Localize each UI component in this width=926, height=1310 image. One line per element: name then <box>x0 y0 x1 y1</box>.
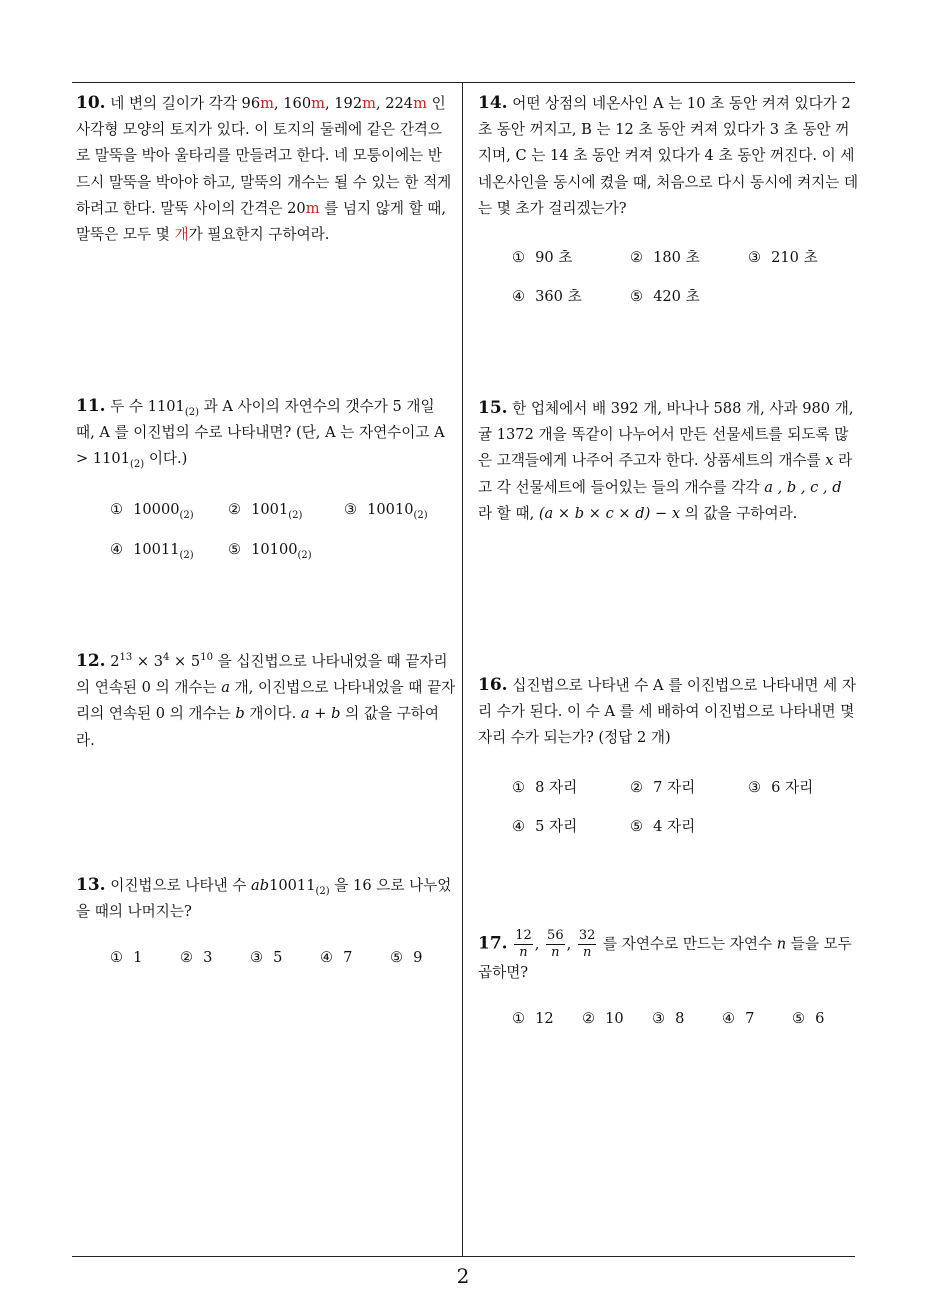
option-1[interactable]: ① 12 <box>512 1010 554 1027</box>
option-1[interactable]: ① 1 <box>110 949 143 966</box>
option-5[interactable]: ⑤ 6 <box>792 1010 825 1027</box>
column-divider <box>462 82 463 1256</box>
option-3[interactable]: ③ $10010_{(2)}$ <box>344 501 428 521</box>
bottom-rule <box>72 1256 855 1257</box>
question-16: 16. 십진법으로 나타낸 수 A 를 이진법으로 나타내면 세 자리 수가 된다. 이 수 A 를 세 배하여 이진법으로 나타내면 몇 자리 수가 되는가? (정답 2 개) <box>478 675 856 747</box>
question-17: 17. $\frac{12}{n}$ , $\frac{56}{n}$ , $\frac{32}{n}$ 를 자연수로 만드는 자연수 n 들을 모두 곱하면? <box>478 928 852 981</box>
option-1[interactable]: ① 8 자리 <box>512 779 578 796</box>
option-2[interactable]: ② 3 <box>180 949 213 966</box>
question-number: 17. <box>478 933 508 954</box>
question-14: 14. 어떤 상점의 네온사인 A 는 10 초 동안 켜져 있다가 2 초 동안 꺼지고, B 는 12 초 동안 켜져 있다가 3 초 동안 꺼지며, C 는 14 초 동안 켜져 있다가 4 초 동안 꺼진다. 이 세 네온사인을 동시에 켰을 때, 처음으로 다시 동시에 켜지는 데는 몇 초가 걸리겠는가? <box>478 93 859 217</box>
question-10: 10. 네 변의 길이가 각각 96m, 160m, 192m, 224m 인 사각형 모양의 토지가 있다. 이 토지의 둘레에 같은 간격으로 말뚝을 박아 울타리를 만들려고 한다. 네 모퉁이에는 반드시 말뚝을 박아야 하고, 말뚝의 개수는 될 수 있는 한 적게 하려고 한다. 말뚝 사이의 간격은 20m 를 넘지 않게 할 때, 말뚝은 모두 몇 개가 필요한지 구하여라. <box>76 93 452 244</box>
question-number: 11. <box>76 396 106 416</box>
question-number: 12. <box>76 651 106 671</box>
option-2[interactable]: ② 180 초 <box>630 249 700 266</box>
question-number: 14. <box>478 93 508 113</box>
option-3[interactable]: ③ 210 초 <box>748 249 818 266</box>
option-4[interactable]: ④ 5 자리 <box>512 818 578 835</box>
top-rule <box>72 82 855 83</box>
question-12: 12. $2^{13} \times 3^4 \times 5^{10}$ 을 십진법으로 나타내었을 때 끝자리의 연속된 0 의 개수는 a 개, 이진법으로 나타내었을 때 끝자리의 연속된 0 의 개수는 b 개이다. a + b 의 값을 구하여라. <box>76 651 456 749</box>
option-5[interactable]: ⑤ $10100_{(2)}$ <box>228 541 312 561</box>
question-11: 11. 두 수 $1101_{(2)}$ 과 A 사이의 자연수의 갯수가 5 개일 때, A 를 이진법의 수로 나타내면? (단, A 는 자연수이고 $A > 1101_{(2)}$ 이다.) <box>76 396 445 471</box>
option-1[interactable]: ① 90 초 <box>512 249 573 266</box>
option-3[interactable]: ③ 6 자리 <box>748 779 814 796</box>
option-3[interactable]: ③ 8 <box>652 1010 685 1027</box>
fraction: $\frac{12}{n}$ <box>515 928 532 960</box>
question-number: 16. <box>478 675 508 695</box>
question-number: 15. <box>478 398 508 418</box>
question-13: 13. 이진법으로 나타낸 수 $ab10011_{(2)}$ 을 16 으로 나누었을 때의 나머지는? <box>76 875 452 921</box>
fraction: $\frac{56}{n}$ <box>547 928 564 960</box>
question-15: 15. 한 업체에서 배 392 개, 바나나 588 개, 사과 980 개, 귤 1372 개을 똑같이 나누어서 만든 선물세트를 되도록 많은 고객들에게 나주어 주고자 한다. 상품세트의 개수를 x 라고 각 선물세트에 들어있는 들의 개수를 각각 a , b , c , d 라 할 때, (a × b × c × d) − x 의 값을 구하여라. <box>478 398 854 522</box>
option-4[interactable]: ④ $10011_{(2)}$ <box>110 541 194 561</box>
page-number: 2 <box>456 1264 470 1288</box>
option-4[interactable]: ④ 7 <box>320 949 353 966</box>
fraction: $\frac{32}{n}$ <box>578 928 596 960</box>
question-number: 13. <box>76 875 106 895</box>
option-1[interactable]: ① $10000_{(2)}$ <box>110 501 194 521</box>
question-number: 10. <box>76 93 106 113</box>
option-2[interactable]: ② 10 <box>582 1010 624 1027</box>
option-5[interactable]: ⑤ 4 자리 <box>630 818 696 835</box>
option-3[interactable]: ③ 5 <box>250 949 283 966</box>
option-5[interactable]: ⑤ 420 초 <box>630 288 700 305</box>
option-5[interactable]: ⑤ 9 <box>390 949 423 966</box>
option-4[interactable]: ④ 360 초 <box>512 288 582 305</box>
option-4[interactable]: ④ 7 <box>722 1010 755 1027</box>
option-2[interactable]: ② $1001_{(2)}$ <box>228 501 303 521</box>
option-2[interactable]: ② 7 자리 <box>630 779 696 796</box>
